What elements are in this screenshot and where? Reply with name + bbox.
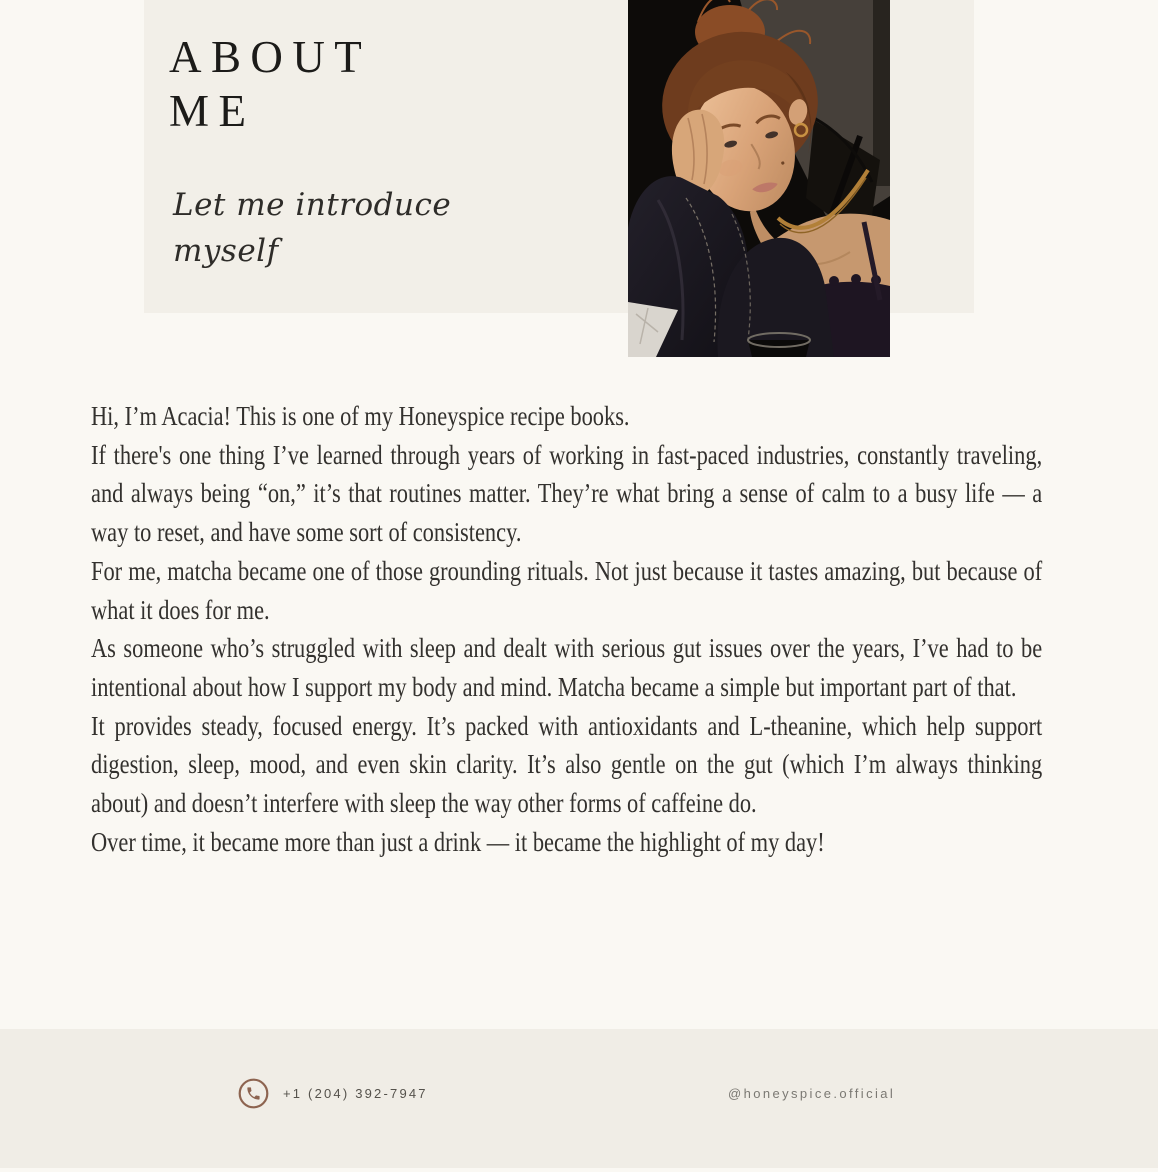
portrait-photo [628, 0, 890, 357]
paragraph-intro: Hi, I’m Acacia! This is one of my Honeyspice recipe books. [91, 401, 630, 431]
paragraph-sleep-gut: As someone who’s struggled with sleep and dealt with serious gut issues over the years, I’ve had to be intentional about how I support my body and mind. Matcha became a simple but important part of that. [91, 633, 1043, 702]
page-title [169, 30, 371, 138]
phone-icon [238, 1078, 269, 1109]
body-text [91, 397, 1042, 861]
paragraph-routines: If there's one thing I’ve learned through years of working in fast-paced industries, constantly traveling, and always being “on,” it’s that routines matter. They’re what bring a sense of calm to a busy life — a way to reset, and have some sort of consistency. [91, 439, 1043, 548]
instagram-handle: @honeyspice.official [728, 1086, 896, 1101]
page-subtitle [173, 182, 451, 274]
portrait-illustration [628, 0, 890, 357]
phone-contact [238, 1077, 428, 1109]
page-subtitle-line-1: Let me introduce [173, 187, 452, 223]
paragraph-matcha-ritual: For me, matcha became one of those grounding rituals. Not just because it tastes amazing, but because of what it does for me. [91, 555, 1043, 625]
page-title-line-1: ABOUT [169, 32, 372, 82]
phone-number: +1 (204) 392-7947 [283, 1085, 428, 1101]
footer [0, 1029, 1158, 1168]
page-title-line-2: ME [169, 86, 256, 136]
paragraph-benefits: It provides steady, focused energy. It’s packed with antioxidants and L-theanine, which help support digestion, sleep, mood, and even skin clarity. It’s also gentle on the gut (which I’m always thinking about) and doesn’t interfere with sleep the way other forms of caffeine do. [91, 710, 1043, 819]
page-subtitle-line-2: myself [173, 233, 279, 269]
paragraph-highlight: Over time, it became more than just a drink — it became the highlight of my day! [91, 826, 825, 857]
